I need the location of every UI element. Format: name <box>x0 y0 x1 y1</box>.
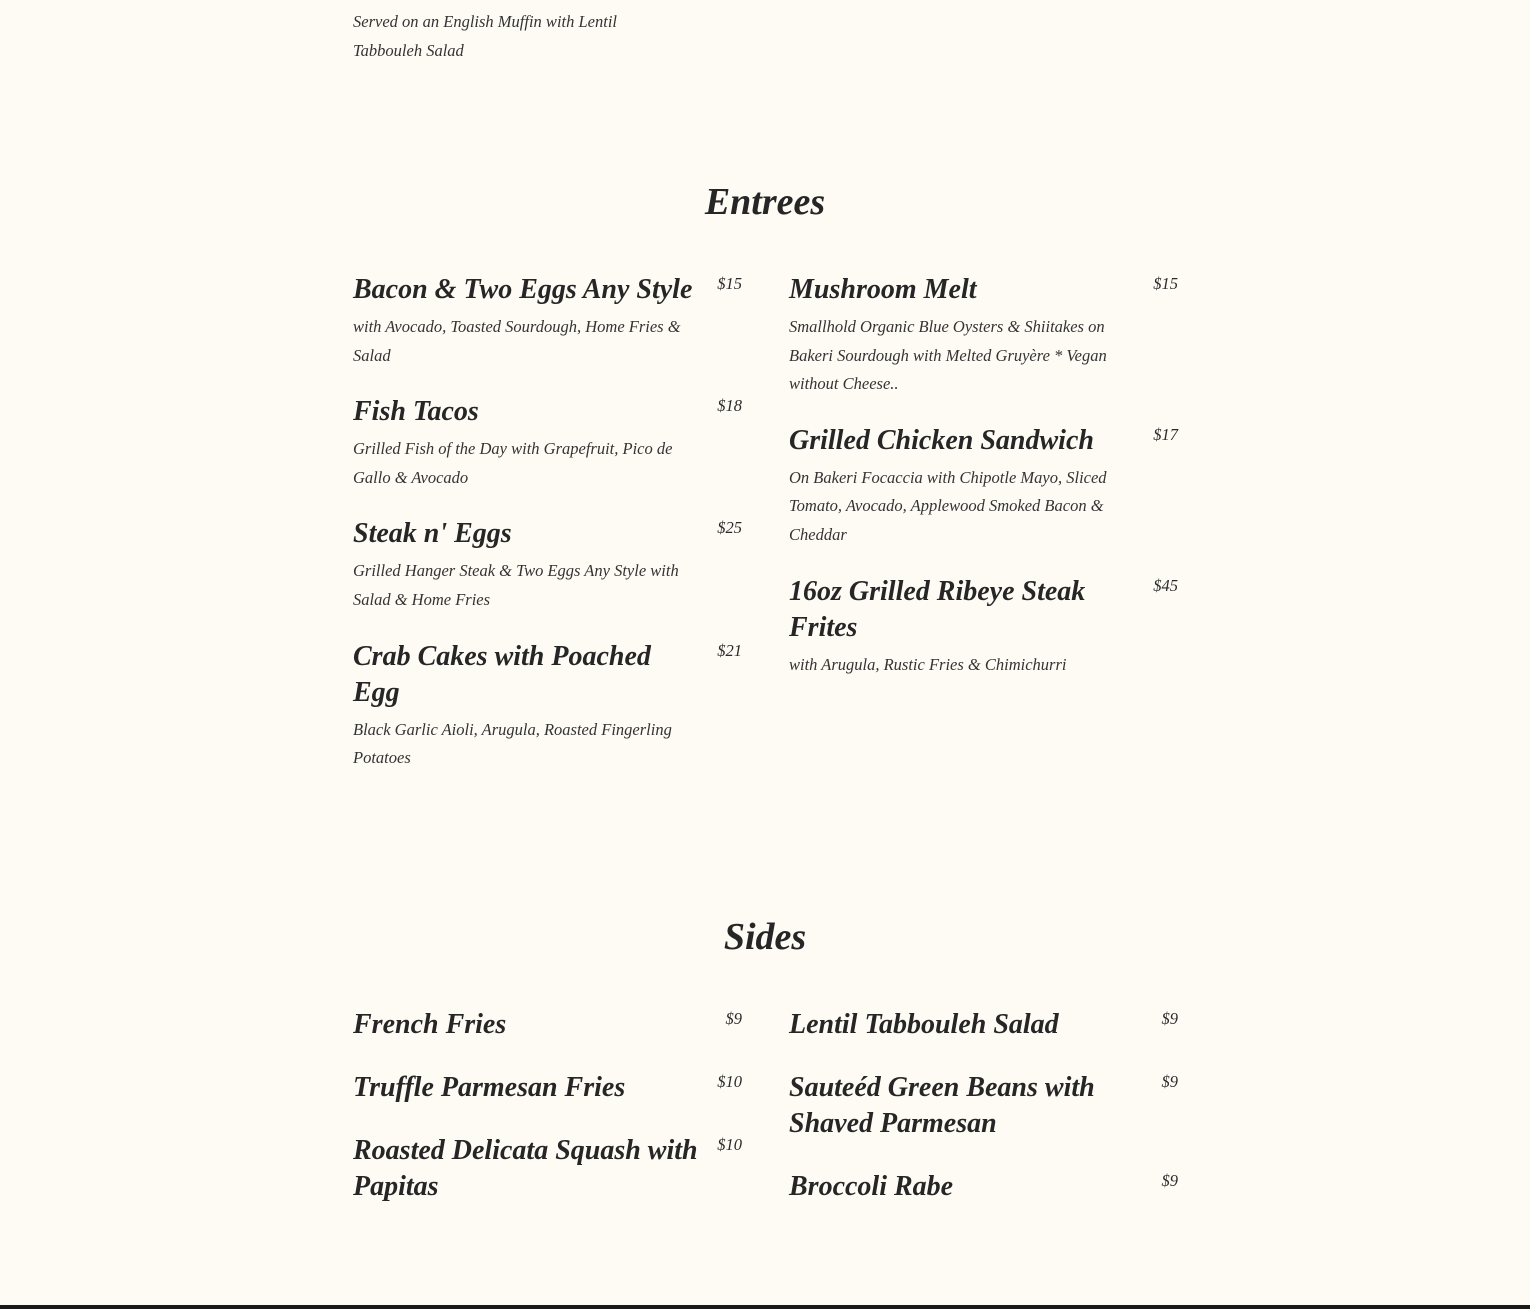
item-name: Roasted Delicata Squash with Papitas <box>353 1135 698 1202</box>
partial-menu-item <box>353 0 693 65</box>
menu-item <box>789 272 1178 399</box>
section-title-entrees: Entrees <box>704 181 826 223</box>
footer-divider <box>0 1305 1530 1309</box>
item-price: $15 <box>717 274 742 293</box>
item-price: $45 <box>1153 575 1178 595</box>
item-name: Sauteéd Green Beans with Shaved Parmesan <box>789 1072 1095 1139</box>
section-title-sides: Sides <box>723 916 807 958</box>
item-description: Smallhold Organic Blue Oysters & Shiitakes on Bakeri Sourdough with Melted Gruyère * Vegan without Cheese.. <box>789 317 1107 394</box>
menu-item <box>353 1007 742 1043</box>
item-price: $9 <box>1161 1009 1178 1028</box>
item-description: with Avocado, Toasted Sourdough, Home Fries & Salad <box>353 317 681 365</box>
item-name: Mushroom Melt <box>789 274 977 305</box>
sides-left-column <box>353 1007 742 1232</box>
item-price: $15 <box>1153 274 1178 293</box>
menu-item <box>789 1169 1178 1205</box>
menu-item <box>789 423 1178 550</box>
menu-item <box>789 1070 1178 1142</box>
item-name: Bacon & Two Eggs Any Style <box>353 274 693 305</box>
item-description: Grilled Hanger Steak & Two Eggs Any Style with Salad & Home Fries <box>353 561 679 609</box>
item-price: $9 <box>1161 1072 1178 1091</box>
item-price: $10 <box>717 1072 742 1091</box>
item-name: Broccoli Rabe <box>789 1171 954 1202</box>
item-price: $10 <box>717 1135 742 1154</box>
item-price: $18 <box>717 396 742 416</box>
menu-item <box>789 574 1178 680</box>
item-description: On Bakeri Focaccia with Chipotle Mayo, Sliced Tomato, Avocado, Applewood Smoked Bacon & Cheddar <box>789 467 1107 544</box>
menu-item <box>353 516 742 614</box>
item-name: Fish Tacos <box>353 396 479 428</box>
menu-item <box>353 1133 742 1205</box>
item-name: French Fries <box>353 1009 507 1040</box>
menu-item <box>789 1007 1178 1043</box>
item-name: Truffle Parmesan Fries <box>353 1072 626 1103</box>
item-name: 16oz Grilled Ribeye Steak Frites <box>789 575 1086 643</box>
menu-item <box>353 639 742 773</box>
item-name: Crab Cakes with Poached Egg <box>353 640 651 708</box>
item-name: Lentil Tabbouleh Salad <box>789 1009 1059 1040</box>
item-description: Black Garlic Aioli, Arugula, Roasted Fingerling Potatoes <box>353 719 672 768</box>
item-name: Grilled Chicken Sandwich <box>789 424 1094 456</box>
item-price: $9 <box>1161 1171 1178 1190</box>
sides-right-column <box>789 1007 1178 1232</box>
menu-item <box>353 1070 742 1106</box>
item-price: $25 <box>717 518 742 538</box>
item-price: $9 <box>725 1009 742 1028</box>
item-name: Steak n' Eggs <box>353 518 512 550</box>
item-description: with Arugula, Rustic Fries & Chimichurri <box>789 654 1067 674</box>
item-description: Grilled Fish of the Day with Grapefruit, Pico de Gallo & Avocado <box>353 439 673 487</box>
item-price: $17 <box>1153 424 1178 444</box>
menu-item <box>353 394 742 492</box>
item-price: $21 <box>717 640 742 660</box>
entrees-left-column <box>353 272 742 797</box>
partial-item-description: Served on an English Muffin with Lentil Tabbouleh Salad <box>353 12 617 60</box>
menu-item <box>353 272 742 370</box>
entrees-right-column <box>789 272 1178 703</box>
